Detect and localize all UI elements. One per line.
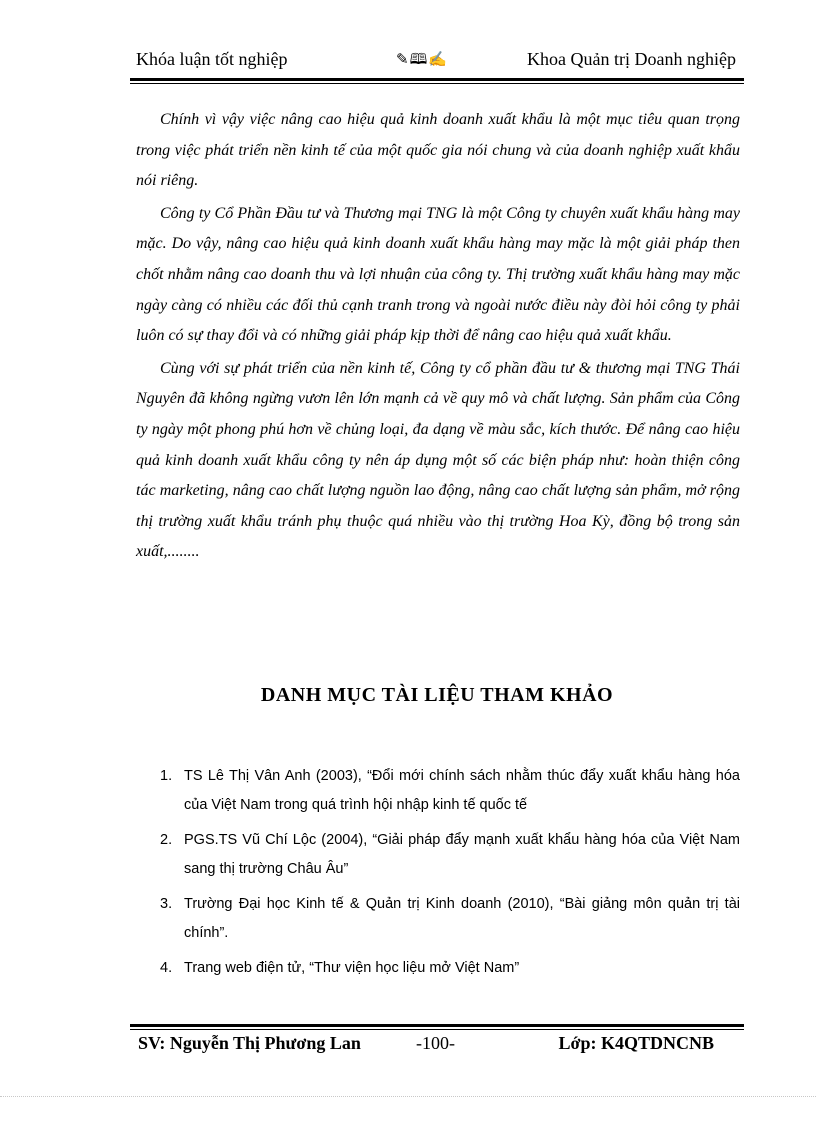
references-title: DANH MỤC TÀI LIỆU THAM KHẢO — [260, 684, 614, 706]
footer-rule-thin — [130, 1029, 744, 1030]
reference-number: 2. — [160, 832, 173, 848]
reference-item — [160, 826, 740, 884]
footer-rule-thick — [130, 1024, 744, 1027]
references-list — [160, 762, 740, 989]
paragraph-2: Công ty Cổ Phần Đầu tư và Thương mại TNG là một Công ty chuyên xuất khẩu hàng may mặc. Do vậy, nâng cao hiệu quả kinh doanh xuất khẩu hàng may mặc là một giải pháp then chốt nhằm nâng cao doanh thu và lợi nhuận của công ty. Thị trường xuất khẩu hàng may mặc ngày càng có nhiều các đối thủ cạnh tranh trong và ngoài nước điều này đòi hỏi công ty phải luôn có sự thay đổi và có những giải pháp kịp thời để nâng cao hiệu quả xuất khẩu. — [136, 204, 740, 345]
reference-item — [160, 890, 740, 948]
reference-number: 3. — [160, 896, 173, 912]
reference-text: TS Lê Thị Vân Anh (2003), “Đổi mới chính sách nhằm thúc đẩy xuất khẩu hàng hóa của Việt Nam trong quá trình hội nhập kinh tế quốc tế — [184, 768, 740, 813]
reference-number: 4. — [160, 960, 173, 976]
reference-text: Trang web điện tử, “Thư viện học liệu mở Việt Nam” — [184, 960, 520, 976]
paragraph-3: Cùng với sự phát triển của nền kinh tế, Công ty cổ phần đầu tư & thương mại TNG Thái Nguyên đã không ngừng vươn lên lớn mạnh cả về quy mô và chất lượng. Sản phẩm của Công ty ngày một phong phú hơn về chủng loại, đa dạng về màu sắc, kích thước. Để nâng cao hiệu quả kinh doanh xuất khẩu công ty nên áp dụng một số các biện pháp như: hoàn thiện công tác marketing, nâng cao chất lượng nguồn lao động, nâng cao chất lượng sản phẩm, mở rộng thị trường xuất khẩu tránh phụ thuộc quá nhiều vào thị trường Hoa Kỳ, đồng bộ trong sản xuất,........ — [136, 359, 740, 561]
reference-item — [160, 762, 740, 820]
footer-class-code: Lớp: K4QTDNCNB — [558, 1033, 714, 1053]
reference-text: Trường Đại học Kinh tế & Quản trị Kinh doanh (2010), “Bài giảng môn quản trị tài chính”. — [184, 896, 740, 941]
paragraph-1: Chính vì vậy việc nâng cao hiệu quả kinh doanh xuất khẩu là một mục tiêu quan trọng trong việc phát triển nền kinh tế của một quốc gia nói chung và của doanh nghiệp xuất khẩu nói riêng. — [136, 111, 740, 190]
page-bottom-edge — [0, 1096, 816, 1097]
page-footer — [130, 1033, 744, 1063]
page-header — [130, 46, 744, 76]
reference-number: 1. — [160, 768, 173, 784]
reference-text: PGS.TS Vũ Chí Lộc (2004), “Giải pháp đẩy mạnh xuất khẩu hàng hóa của Việt Nam sang thị trường Châu Âu” — [184, 832, 740, 877]
header-rule-thick — [130, 78, 744, 81]
reference-item — [160, 954, 740, 983]
header-thesis-label: Khóa luận tốt nghiệp — [136, 49, 288, 69]
conclusion-body — [136, 105, 740, 570]
header-faculty-label: Khoa Quản trị Doanh nghiệp — [527, 49, 736, 69]
page-number: -100- — [416, 1033, 455, 1053]
header-rule-thin — [130, 83, 744, 84]
header-ornament-icon: ✎🕮✍ — [396, 52, 448, 68]
footer-student-name: SV: Nguyễn Thị Phương Lan — [138, 1033, 361, 1053]
